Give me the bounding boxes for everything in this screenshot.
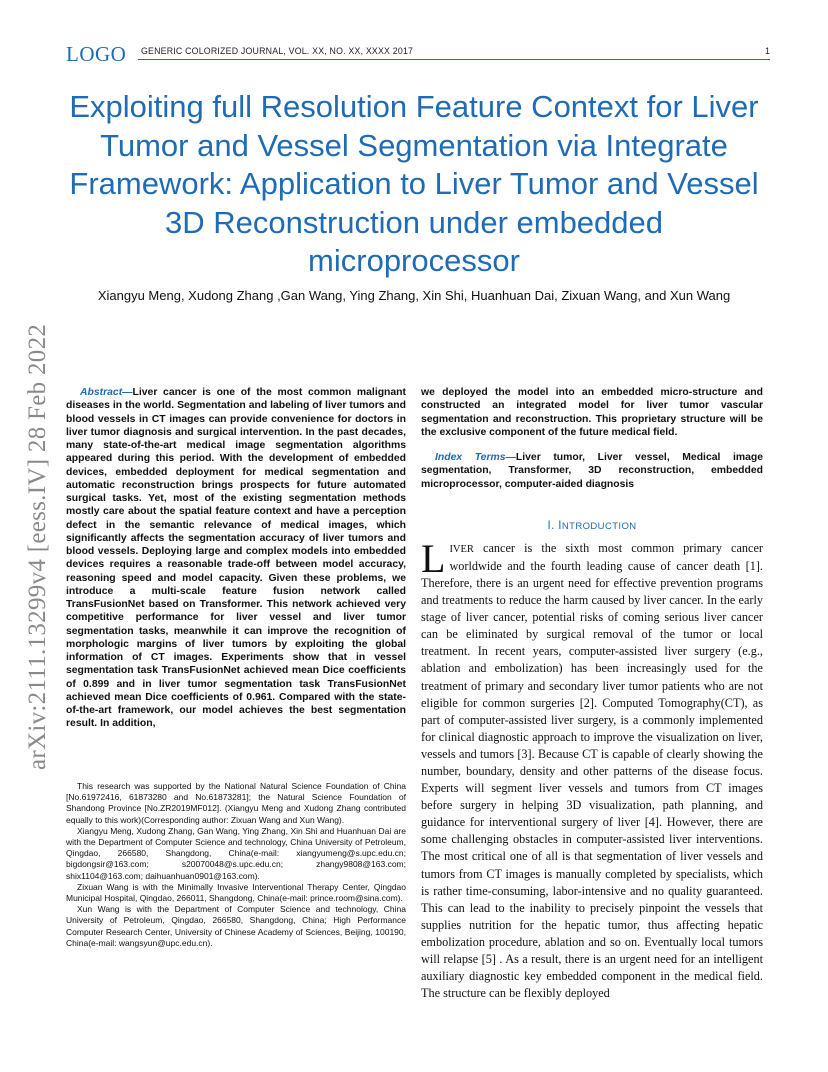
header-rule [138, 59, 770, 60]
index-terms-text: Liver tumor, Liver vessel, Medical image segmentation, Transformer, 3D reconstruction, embedded microprocessor, computer-aided diagnosis [421, 452, 763, 490]
footnote-affiliation: Xun Wang is with the Department of Computer Science and technology, China University of Petroleum, Qingdao, 266580, Shangdong, China; High Performance Computer Research Center, University of Chinese Academy of Sciences, Beijing, 100190, China(e-mail: wangsyun@upc.edu.cn). [66, 904, 406, 948]
abstract-label: Abstract— [80, 387, 133, 398]
abstract-text: Liver cancer is one of the most common malignant diseases in the world. Segmentation and labeling of liver tumors and blood vessels in CT images can provide convenience for doctors in liver tumor diagnosis and surgical intervention. In the past decades, many state-of-the-art medical image segmentation algorithms appeared during this period. With the development of embedded devices, embedded deployment for medical segmentation and automatic reconstruction brings prospects for future automated surgical tasks. Yet, most of the existing segmentation methods mostly care about the spatial feature context and have a perception defect in the semantic relevance of medical images, which significantly affects the segmentation accuracy of liver tumors and blood vessels. Deploying large and complex models into embedded devices requires a reasonable trade-off between model accuracy, reasoning speed and model capacity. Given these problems, we introduce a multi-scale feature fusion network called TransFusionNet based on Transformer. This network achieved very competitive performance for liver vessel and liver tumor segmentation tasks, meanwhile it can improve the recognition of morphologic margins of liver tumors by exploiting the global information of CT images. Experiments show that in vessel segmentation task TransFusionNet achieved mean Dice coefficients of 0.899 and in liver tumor segmentation task TransFusionNet achieved mean Dice coefficients of 0.961. Compared with the state-of-the-art framework, our model achieves the best segmentation result. In addition, [66, 387, 406, 730]
footnote-funding: This research was supported by the National Natural Science Foundation of China [No.61972416, 61873280 and No.61873281]; the Natural Science Foundation of Shandong Province [No.ZR2019MF012]. (Xiangyu Meng and Xudong Zhang contributed equally to this work)(Corresponding author: Zixuan Wang and Xun Wang). [66, 781, 406, 825]
drop-cap: L [421, 535, 446, 581]
footnote-affiliation: Xiangyu Meng, Xudong Zhang, Gan Wang, Ying Zhang, Xin Shi and Huanhuan Dai are with the Department of Computer Science and technology, China University of Petroleum, Qingdao, 266580, Shangdong, China(e-mail: xiangyumeng@s.upc.edu.cn; bigdongsir@163.com; s20070048@s.upc.edu.cn; zhangy9808@163.com; shix1104@163.com; daihuanhuan0901@163.com). [66, 825, 406, 881]
journal-header: GENERIC COLORIZED JOURNAL, VOL. XX, NO. XX, XXXX 2017 [141, 46, 414, 56]
index-terms [421, 451, 763, 491]
footnote-affiliation: Zixuan Wang is with the Minimally Invasive Interventional Therapy Center, Qingdao Municipal Hospital, Qingdao, 266011, Shangdong, China(e-mail: prince.room@sina.com). [66, 881, 406, 904]
section-heading [421, 520, 763, 532]
journal-logo: LOGO [66, 42, 127, 66]
left-column [66, 386, 406, 731]
section-number: I. [547, 519, 555, 532]
paper-title: Exploiting full Resolution Feature Context for Liver Tumor and Vessel Segmentation via Integrate Framework: Application to Liver Tumor and Vessel 3D Reconstruction under embedded microprocessor [69, 89, 759, 278]
index-terms-label: Index Terms— [435, 452, 516, 463]
intro-paragraph [421, 535, 763, 1003]
right-column [421, 386, 763, 1002]
section-title-initial: I [558, 519, 562, 532]
intro-body: cancer is the sixth most common primary cancer worldwide and the fourth leading cause of cancer death [1]. Therefore, there is an urgent need for effective prevention programs and treatments to reduce the harm caused by liver cancer. In the early stage of liver cancer, potential risks of coming serious liver cancer can be eliminated by surgical removal of the tumor or local treatment. In recent years, computer-assisted liver surgery (e.g., ablation and embolization) has been increasingly used for the treatment of primary and secondary liver tumor patients who are not eligible for common surgeries [2]. Computed Tomography(CT), as part of computer-assisted liver surgery, is a commonly implemented for clinical diagnostic approach to improve the visualization on liver, vessels and tumors [3]. Because CT is capable of clearly showing the number, boundary, density and other patterns of the disease focus. Experts will segment liver vessels and tumors from CT images before surgery in helping 3D visualization, path planning, and guidance for interventional surgery of liver [4]. However, there are some challenging obstacles in computer-assisted liver interventions. The most critical one of all is that segmentation of liver vessels and tumors from CT images is manually completed by specialists, which is rather time-consuming, labor-intensive and no quality guaranteed. This can lead to the inability to precisely pinpoint the vessels that supplies nutrition for the hepatic tumor, thus affecting hepatic embolization procedure, ablation and so on. Eventually local tumors will relapse [5] . As a result, there is an urgent need for an intelligent auxiliary diagnostic key embedded component in the medical field. The structure can be flexibly deployed [421, 540, 763, 1001]
lead-caps: IVER [449, 543, 474, 555]
footnotes [66, 781, 406, 949]
abstract [66, 386, 406, 731]
abstract-continued: we deployed the model into an embedded micro-structure and constructed an integrated model for liver tumor vascular segmentation and reconstruction. This proprietary structure will be the exclusive component of the future medical field. [421, 387, 763, 438]
author-list: Xiangyu Meng, Xudong Zhang ,Gan Wang, Ying Zhang, Xin Shi, Huanhuan Dai, Zixuan Wang, and Xun Wang [97, 288, 731, 303]
arxiv-stamp: arXiv:2111.13299v4 [eess.IV] 28 Feb 2022 [24, 323, 51, 770]
section-title-rest: NTRODUCTION [561, 520, 637, 532]
page-number: 1 [764, 46, 770, 56]
